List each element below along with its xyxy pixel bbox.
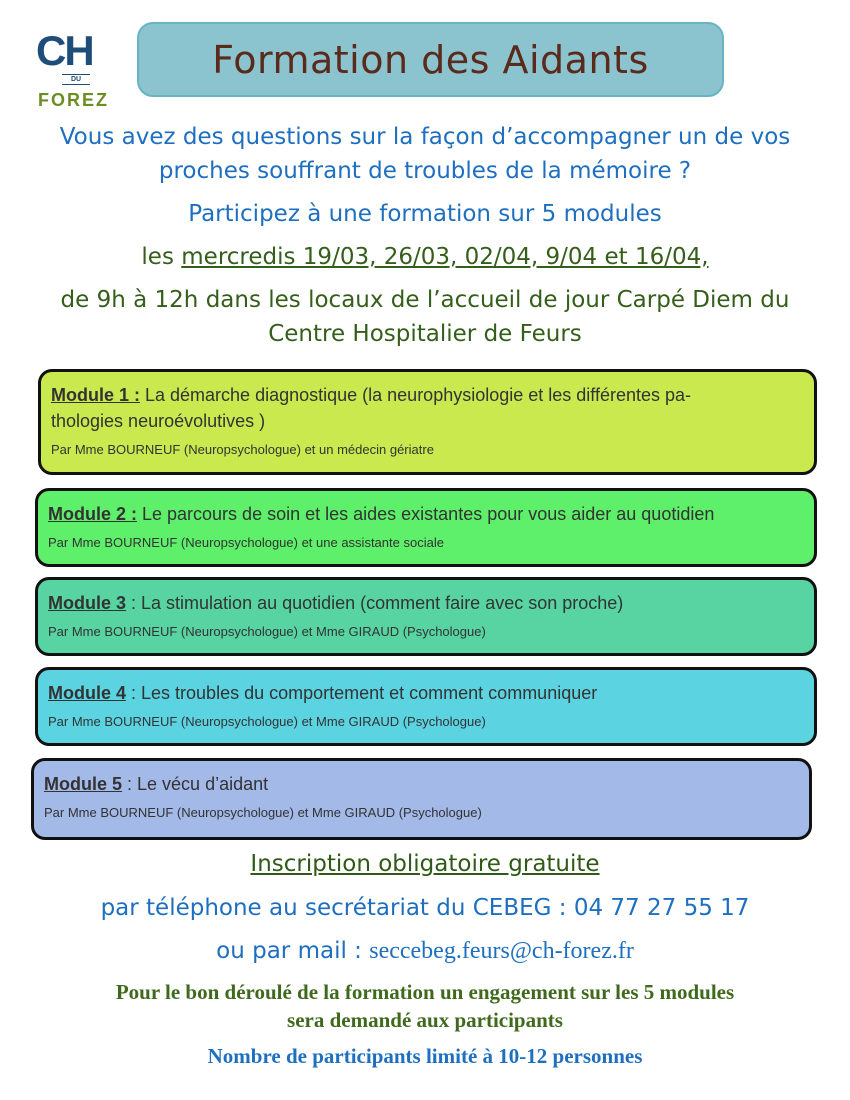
inscription-heading: Inscription obligatoire gratuite (250, 851, 600, 877)
module-1-speakers: Par Mme BOURNEUF (Neuropsychologue) et un médecin gériatre (51, 442, 434, 457)
intro-line-1: Vous avez des questions sur la façon d’accompagner un de vos (59, 124, 791, 150)
phone-line: par téléphone au secrétariat du CEBEG : 04 77 27 55 17 (100, 895, 750, 921)
intro-line-3: Participez à une formation sur 5 modules (188, 201, 662, 227)
page-title: Formation des Aidants (212, 37, 649, 82)
module-3-text: : La stimulation au quotidien (comment faire avec son proche) (126, 593, 624, 613)
location-line-2: Centre Hospitalier de Feurs (268, 321, 582, 347)
engagement-line-1: Pour le bon déroulé de la formation un engagement sur les 5 modules (115, 980, 735, 1004)
module-1-heading (51, 382, 804, 434)
module-4-heading (48, 680, 804, 706)
module-1-text-cont: thologies neuroévolutives ) (51, 411, 266, 431)
ch-forez-logo (36, 27, 116, 112)
module-3-label: Module 3 (48, 593, 127, 613)
intro-line-2: proches souffrant de troubles de la mémoire ? (158, 158, 692, 184)
logo-forez-text: FOREZ (38, 90, 109, 110)
module-2-text: Le parcours de soin et les aides existantes pour vous aider au quotidien (137, 504, 715, 524)
mail-address[interactable]: seccebeg.feurs@ch-forez.fr (369, 938, 634, 964)
module-3-box (35, 577, 817, 656)
location-line-1: de 9h à 12h dans les locaux de l’accueil de jour Carpé Diem du (60, 287, 790, 313)
module-2-speakers: Par Mme BOURNEUF (Neuropsychologue) et une assistante sociale (48, 535, 444, 550)
module-4-text: : Les troubles du comportement et comment communiquer (126, 683, 598, 703)
dates-text: mercredis 19/03, 26/03, 02/04, 9/04 et 16/04, (181, 244, 709, 270)
module-2-label: Module 2 : (48, 504, 137, 524)
module-4-label: Module 4 (48, 683, 127, 703)
module-5-speakers: Par Mme BOURNEUF (Neuropsychologue) et Mme GIRAUD (Psychologue) (44, 805, 482, 820)
module-1-text: La démarche diagnostique (la neurophysiologie et les différentes pa- (140, 385, 692, 405)
module-1-box (38, 369, 817, 475)
title-banner (137, 22, 724, 97)
logo-du-text: DU (62, 74, 90, 85)
module-2-heading (48, 501, 804, 527)
module-5-text: : Le vécu d’aidant (122, 774, 269, 794)
mail-line (0, 938, 850, 965)
logo-ch-text: CH (36, 27, 93, 74)
module-5-heading (44, 771, 799, 797)
module-5-box (31, 758, 812, 840)
module-2-box (35, 488, 817, 567)
module-4-box (35, 667, 817, 746)
dates-line (0, 244, 850, 270)
dates-prefix: les (141, 244, 182, 270)
mail-prefix: ou par mail : (216, 938, 370, 964)
participants-limit: Nombre de participants limité à 10-12 personnes (207, 1044, 643, 1068)
module-3-heading (48, 590, 804, 616)
module-3-speakers: Par Mme BOURNEUF (Neuropsychologue) et Mme GIRAUD (Psychologue) (48, 624, 486, 639)
module-1-label: Module 1 : (51, 385, 140, 405)
engagement-line-2: sera demandé aux participants (287, 1008, 563, 1032)
module-5-label: Module 5 (44, 774, 123, 794)
module-4-speakers: Par Mme BOURNEUF (Neuropsychologue) et Mme GIRAUD (Psychologue) (48, 714, 486, 729)
